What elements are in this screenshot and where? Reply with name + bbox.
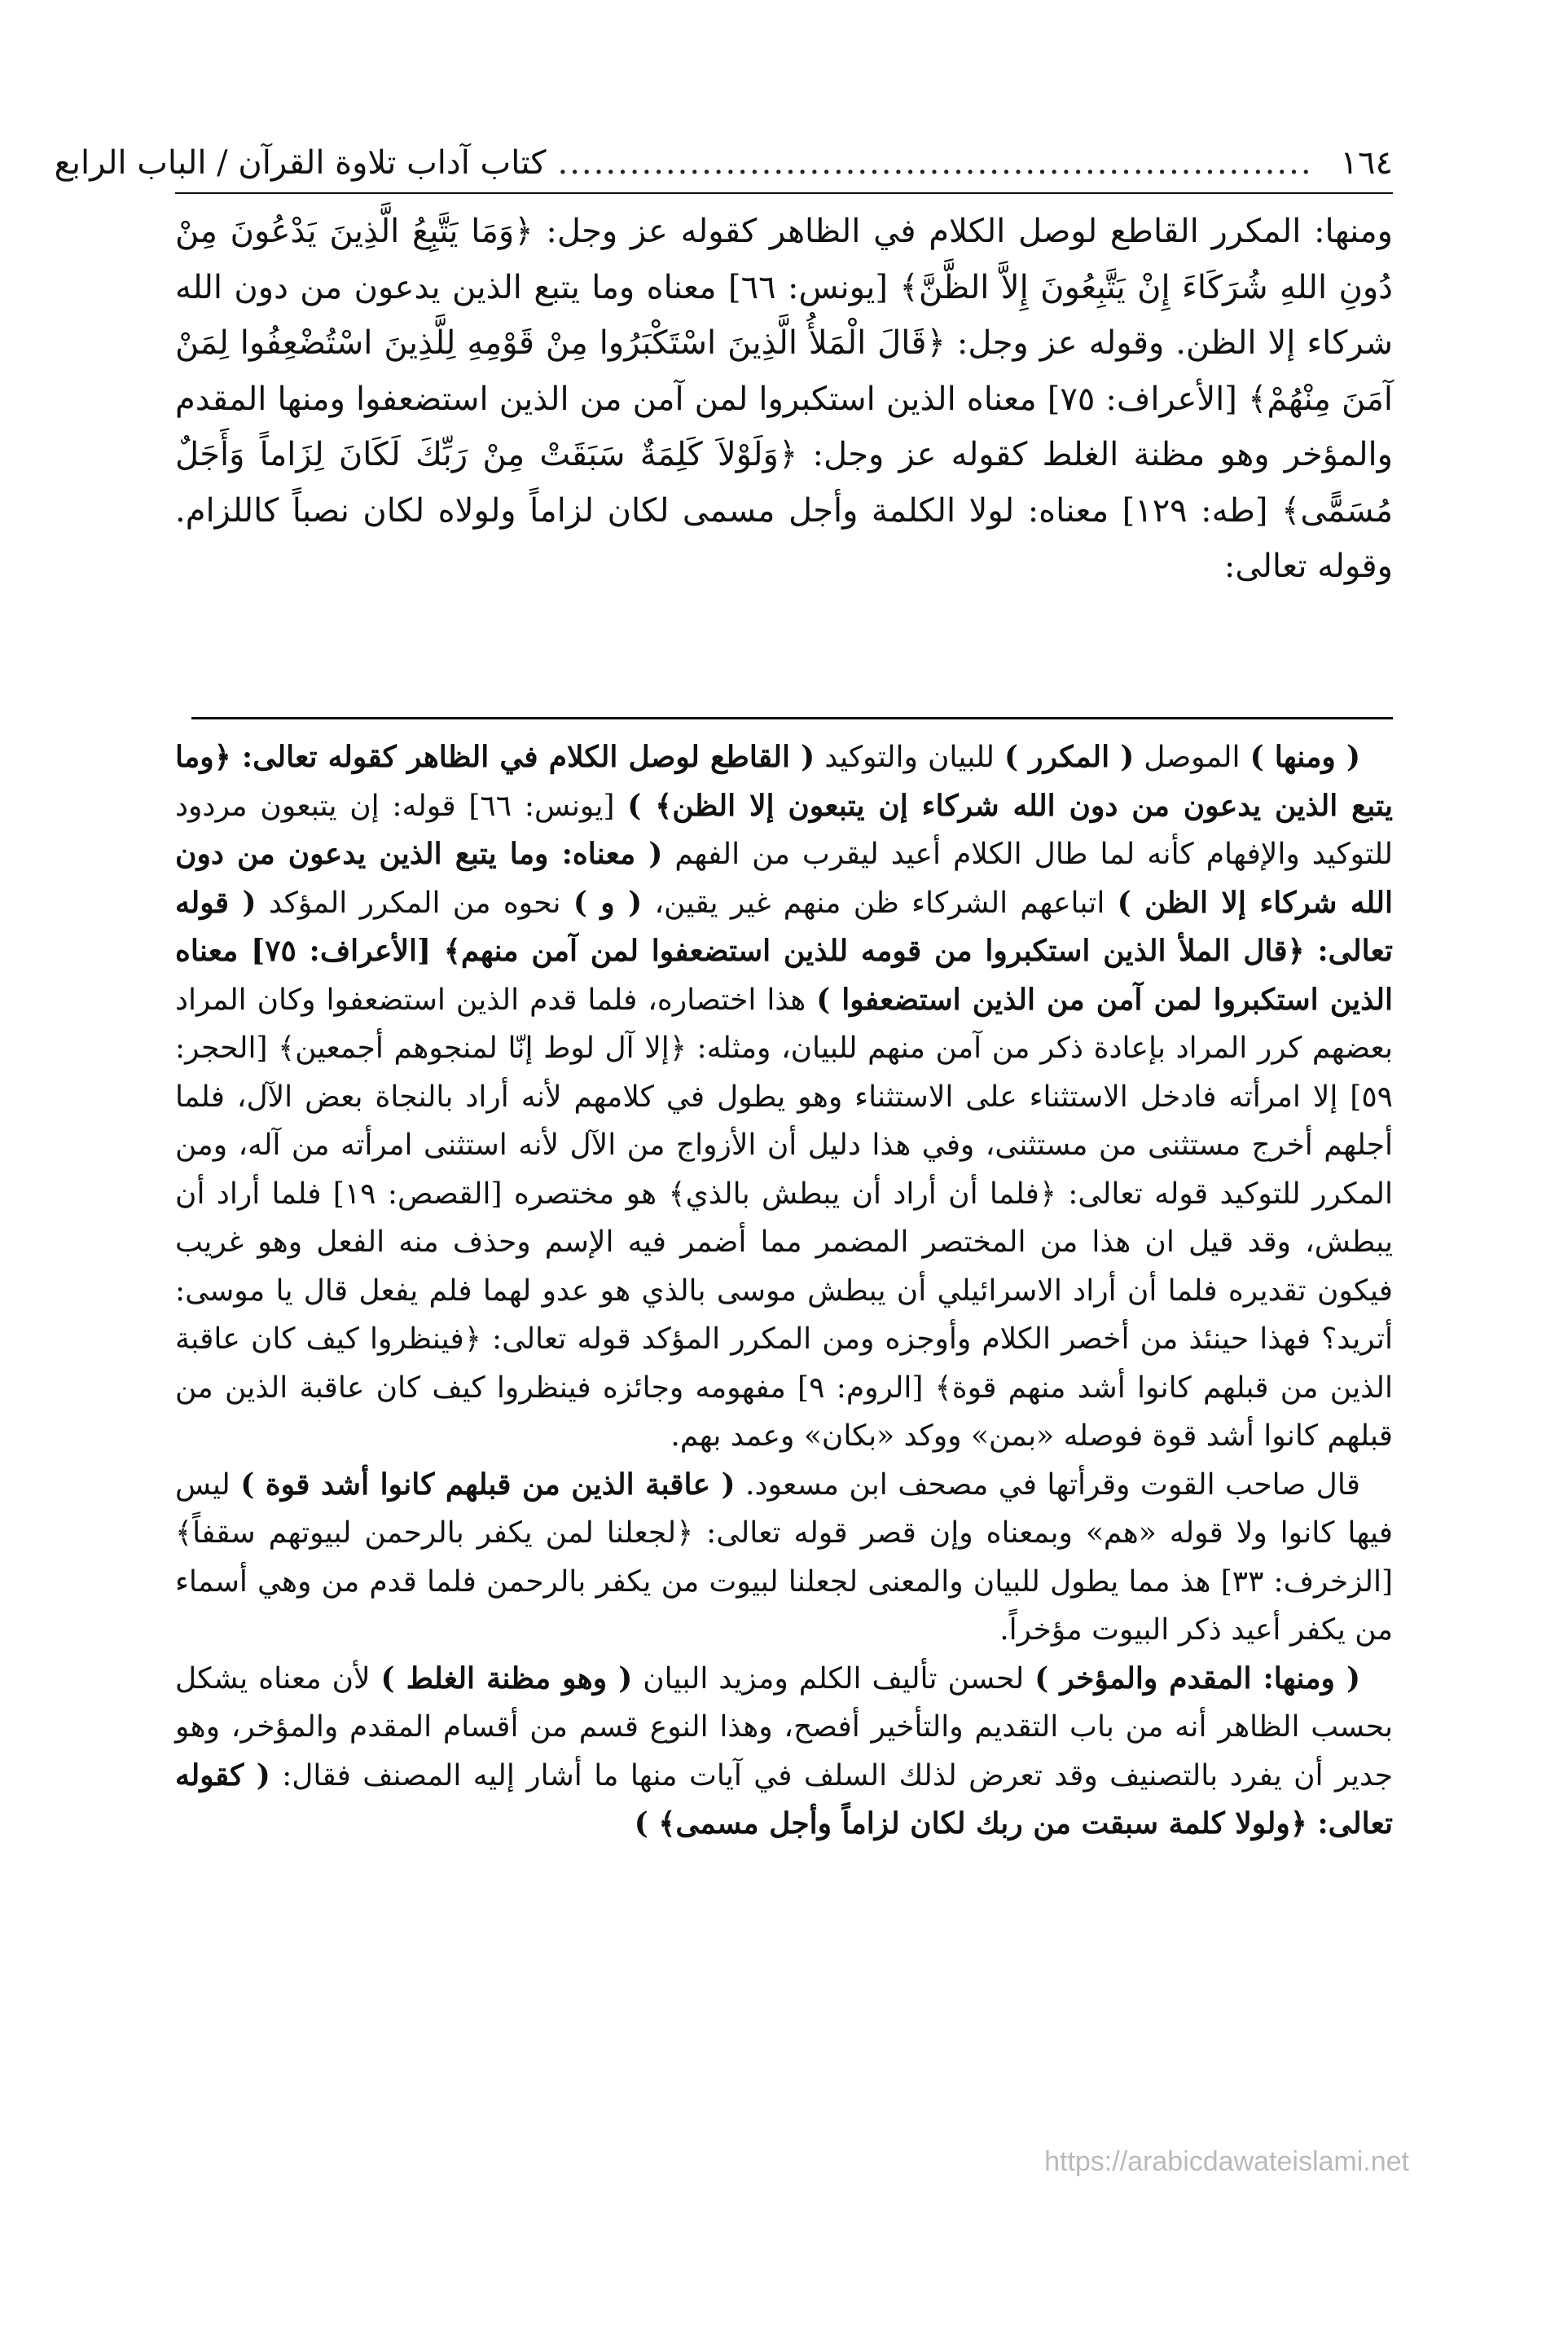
text-segment: قال صاحب القوت وقرأتها في مصحف ابن مسعود. (735, 1467, 1360, 1502)
running-header (54, 134, 1393, 191)
bold-segment: ( القاطع لوصل الكلام في الظاهر كقوله تعالى: ﴿وما يتبع الذين يدعون من دون الله شركاء إن يتبعون إلا الظن﴾ ) (175, 740, 1393, 823)
text-segment: لحسن تأليف الكلم ومزيد البيان (632, 1661, 1035, 1696)
bold-segment: ( المكرر ) (1004, 740, 1135, 774)
commentary-block (175, 733, 1393, 1849)
bold-segment: ( ومنها ) (1250, 740, 1360, 774)
commentary-paragraph-3 (175, 1655, 1393, 1849)
page-number: ١٦٤ (1340, 144, 1393, 182)
text-segment: هذا اختصاره، فلما قدم الذين استضعفوا وكان المراد بعضهم كرر المراد بإعادة ذكر من آمن منهم للبيان، ومثله: ﴿إلا آل لوط إنّا لمنجوهم أجمعين﴾ [الحجر: ٥٩] إلا امرأته فادخل الاستثناء على الاستثناء وهو يطول في كلامهم لأنه أراد بالنجاة بعض الآل، فلما أجلهم أخرج مستثنى من مستثنى، وفي هذا دليل أن الأزواج من الآل لأنه استثنى امرأته من آله، ومن المكرر للتوكيد قوله تعالى: ﴿فلما أن أراد أن يبطش بالذي﴾ هو مختصره [القصص: ١٩] فلما أراد أن يبطش، وقد قيل ان هذا من المختصر المضمر مما أضمر فيه الإسم وحذف منه الفعل وهو غريب فيكون تقديره فلما أن أراد الاسرائيلي أن يبطش موسى بالذي هو عدو لهما فلم يفعل قال يا موسى: أتريد؟ فهذا حينئذ من أخصر الكلام وأوجزه ومن المكرر المؤكد قوله تعالى: ﴿فينظروا كيف كان عاقبة الذين من قبلهم كانوا أشد منهم قوة﴾ [الروم: ٩] مفهومه وجائزه فينظروا كيف كان عاقبة الذين من قبلهم كانوا أشد قوة فوصله «بمن» ووكد «بكان» وعمد بهم. (175, 983, 1394, 1453)
commentary-paragraph-2 (175, 1461, 1393, 1655)
bold-segment: ( ومنها: المقدم والمؤخر ) (1034, 1661, 1360, 1696)
text-segment: للبيان والتوكيد (815, 741, 1005, 774)
text-segment: [يونس: ٦٦] قوله: إن يتبعون مردود للتوكيد والإفهام كأنه لما طال الكلام أعيد ليقرب من الفهم (175, 789, 1393, 871)
text-segment: نحوه من المكرر المؤكد (256, 886, 573, 920)
main-paragraph: ومنها: المكرر القاطع لوصل الكلام في الظاهر كقوله عز وجل: ﴿وَمَا يَتَّبِعُ الَّذِينَ يَدْعُونَ مِنْ دُونِ اللهِ شُرَكَاءَ إِنْ يَتَّبِعُونَ إِلاَّ الظَّنَّ﴾ [يونس: ٦٦] معناه وما يتبع الذين يدعون من دون الله شركاء إلا الظن. وقوله عز وجل: ﴿قَالَ الْمَلأُ الَّذِينَ اسْتَكْبَرُوا مِنْ قَوْمِهِ لِلَّذِينَ اسْتُضْعِفُوا لِمَنْ آمَنَ مِنْهُمْ﴾ [الأعراف: ٧٥] معناه الذين استكبروا لمن آمن من الذين استضعفوا ومنها المقدم والمؤخر وهو مظنة الغلط كقوله عز وجل: ﴿وَلَوْلاَ كَلِمَةٌ سَبَقَتْ مِنْ رَبِّكَ لَكَانَ لِزَاماً وَأَجَلٌ مُسَمًّى﴾ [طه: ١٢٩] معناه: لولا الكلمة وأجل مسمى لكان لزاماً ولولاه لكان نصباً كاللزام. وقوله تعالى: (175, 213, 1393, 585)
source-watermark: https://arabicdawateislami.net (1044, 2146, 1409, 2177)
bold-segment: ( و ) (573, 885, 643, 920)
main-text-block (175, 204, 1393, 595)
text-segment: ليس فيها كانوا ولا قوله «هم» وبمعناه وإن قصر قوله تعالى: ﴿لجعلنا لمن يكفر بالرحمن لبيوتهم سقفاً﴾ [الزخرف: ٣٣] هذ مما يطول للبيان والمعنى لجعلنا لبيوت من يكفر بالرحمن فلما قدم من وهي أسماء من يكفر أعيد ذكر البيوت مؤخراً. (175, 1467, 1394, 1647)
bold-segment: ( كقوله تعالى: ﴿ولولا كلمة سبقت من ربك لكان لزاماً وأجل مسمى﴾ ) (175, 1757, 1393, 1841)
bold-segment: ( وهو مظنة الغلط ) (380, 1661, 633, 1696)
text-segment: لأن معناه يشكل بحسب الظاهر أنه من باب التقديم والتأخير أفصح، وهذا النوع قسم من أقسام المقدم والمؤخر، وهو جدير أن يفرد بالتصنيف وقد تعرض لذلك السلف في آيات منها ما أشار إليه المصنف فقال: (175, 1661, 1393, 1793)
header-rule (175, 192, 1393, 194)
commentary-paragraph-1 (175, 733, 1393, 1461)
bold-segment: ( معناه: وما يتبع الذين يدعون من دون الله شركاء إلا الظن ) (175, 837, 1393, 920)
bold-segment: ( عاقبة الذين من قبلهم كانوا أشد قوة ) (240, 1467, 736, 1502)
text-segment: الموصل (1134, 741, 1250, 774)
bold-segment: ( قوله تعالى: ﴿قال الملأ الذين استكبروا من قومه للذين استضعفوا لمن آمن منهم﴾ [الأعراف: ٧٥] معناه الذين استكبروا لمن آمن من الذين استضعفوا ) (175, 885, 1394, 1017)
text-segment: اتباعهم الشركاء ظن منهم غير يقين، (642, 886, 1118, 920)
commentary-divider (191, 717, 1393, 719)
leader-dots: ............................................................... (557, 144, 1313, 182)
book-chapter-title: كتاب آداب تلاوة القرآن / الباب الرابع (54, 144, 547, 182)
